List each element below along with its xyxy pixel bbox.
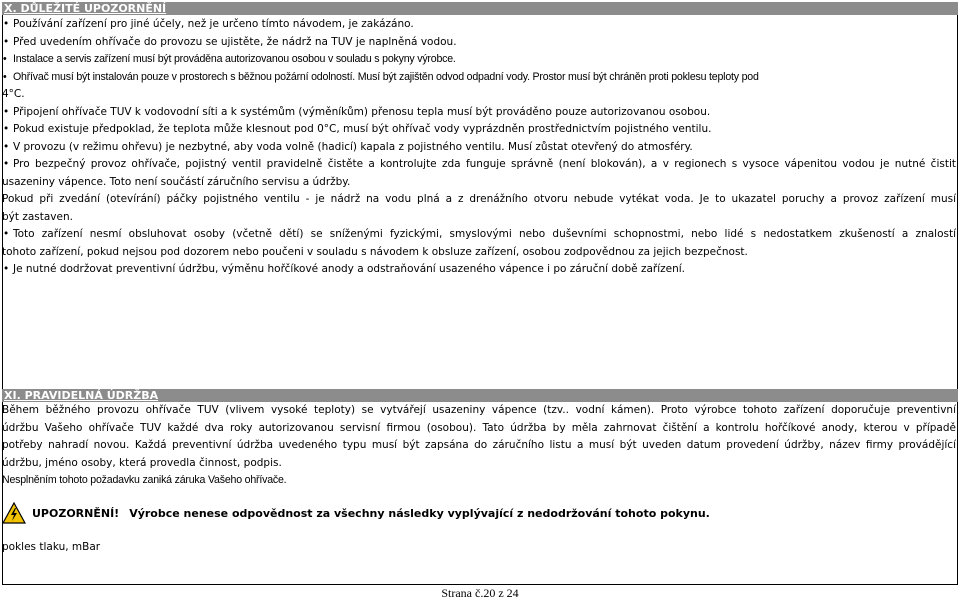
maintenance-paragraph-line: údržbu, jméno osoby, která provedla činnost, podpis. <box>2 456 282 469</box>
warning-line-continuation: být zastaven. <box>2 210 73 223</box>
warning-line: • Toto zařízení nesmí obsluhovat osoby (včetně dětí) se sníženými fyzickými, smyslovými nebo duševními schopnostmi, nebo lidé s nedostatkem zkušeností a znalostí <box>2 226 956 244</box>
section-x-heading: X. DŮLEŽITÉ UPOZORNĚNÍ <box>2 2 958 15</box>
maintenance-paragraph-line: Během běžného provozu ohřívače TUV (vlivem vysoké teploty) se vytvářejí usazeniny vápence (tzv.. vodní kámen). Proto výrobce tohoto zařízení doporučuje preventivní <box>2 404 956 416</box>
section-xi-body <box>2 402 956 490</box>
warning-line: • Ohřívač musí být instalován pouze v prostorech s běžnou požární odolností. Musí být zajištěn odvod odpadní vody. Prostor musí být chráněn proti poklesu teploty pod <box>2 69 956 87</box>
warning-line: Pokud při zvedání (otevírání) páčky pojistného ventilu - je nádrž na vodu plná a z drenážního otvoru nebude vytékat voda. Je to ukazatel poruchy a provoz zařízení musí <box>2 193 956 205</box>
section-x-body <box>2 16 956 279</box>
maintenance-paragraph-line: potřeby nahradí novou. Každá preventivní údržba uvedeného typu musí být zapsána do záručního listu a musí být uveden datum provedení údržby, název firmy provádějící <box>2 439 956 451</box>
warning-line: • Před uvedením ohřívače do provozu se ujistěte, že nádrž na TUV je naplněná vodou. <box>2 34 956 52</box>
frame-right-border <box>957 2 958 584</box>
warning-line: • Je nutné dodržovat preventivní údržbu, výměnu hořčíkové anody a odstraňování usazeného vápence i po záruční době zařízení. <box>2 261 956 279</box>
maintenance-paragraph-line: údržbu Vašeho ohřívače TUV každé dva roky autorizovanou servisní firmou (osobou). Tato údržba by měla zahrnovat čištění a kontrolu hořčíkové anody, kterou v případě <box>2 421 956 434</box>
warning-line-continuation: 4°C. <box>2 88 25 100</box>
footer-rule <box>2 584 958 585</box>
warning-line: • Používání zařízení pro jiné účely, než je určeno tímto návodem, je zakázáno. <box>2 16 956 34</box>
warning-line-continuation: tohoto zařízení, pokud nejsou pod dozorem nebo poučeni v souladu s návodem k obsluze zařízení, osobou zodpovědnou za jejich bezpečnost. <box>2 245 748 258</box>
warning-label: UPOZORNĚNÍ! <box>32 506 120 520</box>
section-xi-heading: XI. PRAVIDELNÁ ÚDRŽBA <box>2 389 958 402</box>
warning-line: • Připojení ohřívače TUV k vodovodní síti a k systémům (výměníkům) přenosu tepla musí být prováděno pouze autorizovanou osobou. <box>2 104 956 122</box>
pressure-caption: pokles tlaku, mBar <box>2 541 101 553</box>
warning-notice <box>2 500 956 526</box>
warning-line: • Instalace a servis zařízení musí být prováděna autorizovanou osobou v souladu s pokyny výrobce. <box>2 51 956 69</box>
warning-line: • Pokud existuje předpoklad, že teplota může klesnout pod 0°C, musí být ohřívač vody vyprázdněn prostřednictvím pojistného ventilu. <box>2 121 956 139</box>
warranty-note: Nesplněním tohoto požadavku zaniká záruka Vašeho ohřívače. <box>2 474 287 486</box>
warning-text: Výrobce nenese odpovědnost za všechny následky vyplývající z nedodržování tohoto pokynu. <box>129 506 710 520</box>
warning-line: • Pro bezpečný provoz ohřívače, pojistný ventil pravidelně čistěte a kontrolujte zda funguje správně (není blokován), a v regionech s vysoce vápenitou vodou je nutné čistit <box>2 156 956 174</box>
warning-triangle-icon <box>2 502 26 524</box>
page-number: Strana č.20 z 24 <box>441 586 519 600</box>
warning-line: • V provozu (v režimu ohřevu) je nezbytné, aby voda volně (hadicí) kapala z pojistného ventilu. Musí zůstat otevřený do atmosféry. <box>2 139 956 157</box>
warning-line-continuation: usazeniny vápence. Toto není součástí záručního servisu a údržby. <box>2 175 351 188</box>
